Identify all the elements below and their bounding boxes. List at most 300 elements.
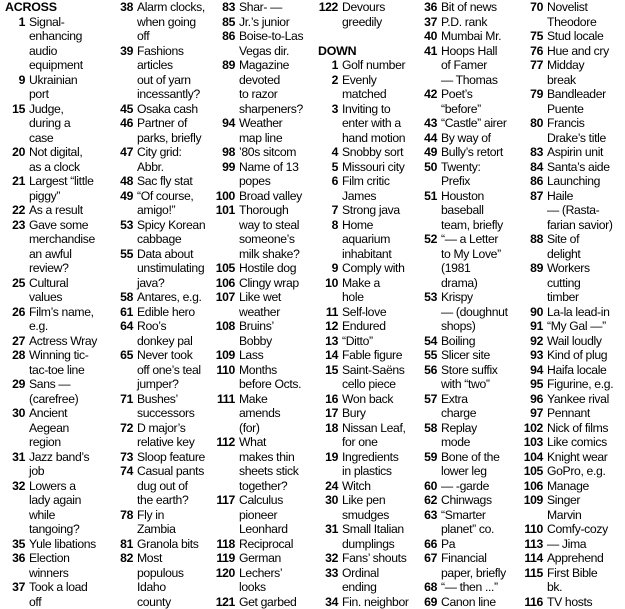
clue-text: Weather map line bbox=[239, 116, 311, 145]
clue-item bbox=[519, 305, 625, 320]
clue-number: 67 bbox=[413, 551, 441, 566]
clue-number: 36 bbox=[413, 0, 441, 15]
clue-text: Thorough way to steal someone’s milk shake? bbox=[239, 203, 311, 261]
clue-column-6 bbox=[519, 0, 625, 609]
clue-item bbox=[211, 58, 311, 116]
clue-text: D major’s relative key bbox=[137, 421, 210, 450]
clue-item bbox=[413, 493, 518, 508]
clue-text: Bully’s retort bbox=[441, 145, 518, 160]
clue-number: 96 bbox=[519, 392, 547, 407]
clue-text: Chinwags bbox=[441, 493, 518, 508]
clue-item bbox=[314, 73, 414, 102]
clue-number: 17 bbox=[314, 406, 342, 421]
clue-number: 54 bbox=[413, 334, 441, 349]
clue-text: Film’s name, e.g. bbox=[29, 305, 104, 334]
clue-text: Like comics bbox=[547, 435, 625, 450]
clue-number: 38 bbox=[109, 0, 137, 15]
clue-number: 6 bbox=[314, 174, 342, 189]
clue-item bbox=[413, 29, 518, 44]
clue-number: 93 bbox=[519, 348, 547, 363]
clue-text: Sans — (carefree) bbox=[29, 377, 104, 406]
clue-text: Roo’s donkey pal bbox=[137, 319, 210, 348]
clue-number: 58 bbox=[413, 421, 441, 436]
clue-number: 83 bbox=[211, 0, 239, 15]
clue-number: 46 bbox=[109, 116, 137, 131]
clue-number: 91 bbox=[519, 319, 547, 334]
clue-item bbox=[413, 595, 518, 609]
clue-item bbox=[314, 421, 414, 450]
clue-text: Actress Wray bbox=[29, 334, 104, 349]
clue-text: Ancient Aegean region bbox=[29, 406, 104, 450]
clue-number: 35 bbox=[1, 537, 29, 552]
clue-number: 3 bbox=[314, 102, 342, 117]
clue-number: 89 bbox=[519, 261, 547, 276]
clue-text: Sloop feature bbox=[137, 450, 210, 465]
clue-item bbox=[519, 595, 625, 609]
clue-number: 79 bbox=[519, 87, 547, 102]
clue-item bbox=[211, 160, 311, 189]
clue-number: 90 bbox=[519, 305, 547, 320]
clue-text: Bone of the lower leg bbox=[441, 450, 518, 479]
clue-number: 97 bbox=[519, 406, 547, 421]
clue-item bbox=[519, 145, 625, 160]
clue-text: Ordinal ending bbox=[342, 566, 414, 595]
clue-number: 25 bbox=[1, 276, 29, 291]
clue-text: Like wet weather bbox=[239, 290, 311, 319]
clue-number: 76 bbox=[519, 44, 547, 59]
clue-text: Partner of parks, briefly bbox=[137, 116, 210, 145]
clue-item bbox=[211, 261, 311, 276]
clue-text: Election winners bbox=[29, 551, 104, 580]
clue-number: 120 bbox=[211, 566, 239, 581]
clue-item bbox=[211, 145, 311, 160]
clue-text: TV hosts bbox=[547, 595, 625, 609]
clue-item bbox=[1, 348, 104, 377]
clue-number: 8 bbox=[314, 218, 342, 233]
clue-number: 9 bbox=[314, 261, 342, 276]
clue-text: Alarm clocks, when going off bbox=[137, 0, 210, 44]
clue-item bbox=[314, 479, 414, 494]
clue-number: 2 bbox=[314, 73, 342, 88]
clue-item bbox=[109, 392, 210, 421]
clue-item bbox=[211, 348, 311, 363]
clue-text: Never took off one’s teal jumper? bbox=[137, 348, 210, 392]
clue-number: 103 bbox=[519, 435, 547, 450]
clue-text: Ukrainian port bbox=[29, 73, 104, 102]
clue-item bbox=[519, 348, 625, 363]
clue-text: Krispy — (doughnut shops) bbox=[441, 290, 518, 334]
clue-item bbox=[413, 44, 518, 88]
clue-number: 75 bbox=[519, 29, 547, 44]
clue-item bbox=[413, 290, 518, 334]
clue-item bbox=[1, 305, 104, 334]
clue-column-3 bbox=[211, 0, 311, 609]
clue-number: 59 bbox=[413, 450, 441, 465]
clue-number: 53 bbox=[109, 218, 137, 233]
clue-item bbox=[1, 377, 104, 406]
clue-number: 85 bbox=[211, 15, 239, 30]
clue-item bbox=[314, 406, 414, 421]
clue-item bbox=[109, 116, 210, 145]
clue-item bbox=[211, 551, 311, 566]
clue-item bbox=[413, 479, 518, 494]
clue-item bbox=[519, 87, 625, 116]
clue-text: Site of delight bbox=[547, 232, 625, 261]
clue-item bbox=[1, 102, 104, 146]
clue-number: 45 bbox=[109, 102, 137, 117]
clue-item bbox=[519, 479, 625, 494]
clue-number: 68 bbox=[413, 580, 441, 595]
clue-item bbox=[109, 551, 210, 609]
clue-number: 31 bbox=[314, 522, 342, 537]
clue-item bbox=[519, 261, 625, 305]
across-heading: ACROSS bbox=[5, 0, 104, 15]
clue-number: 106 bbox=[211, 276, 239, 291]
clue-item bbox=[519, 421, 625, 436]
clue-text: GoPro, e.g. bbox=[547, 464, 625, 479]
clue-number: 84 bbox=[519, 160, 547, 175]
clue-text: Strong java bbox=[342, 203, 414, 218]
clue-text: Broad valley bbox=[239, 189, 311, 204]
clue-item bbox=[413, 348, 518, 363]
clue-item bbox=[314, 305, 414, 320]
clue-text: Boiling bbox=[441, 334, 518, 349]
clue-number: 63 bbox=[413, 508, 441, 523]
clue-number: 48 bbox=[109, 174, 137, 189]
clue-number: 60 bbox=[413, 479, 441, 494]
clue-item bbox=[519, 189, 625, 233]
clue-number: 88 bbox=[519, 232, 547, 247]
clue-number: 86 bbox=[519, 174, 547, 189]
clue-number: 47 bbox=[109, 145, 137, 160]
clue-number: 7 bbox=[314, 203, 342, 218]
clue-number: 31 bbox=[1, 450, 29, 465]
clue-number: 30 bbox=[1, 406, 29, 421]
clue-number: 62 bbox=[413, 493, 441, 508]
clue-text: As a result bbox=[29, 203, 104, 218]
clue-text: Calculus pioneer Leonhard bbox=[239, 493, 311, 537]
clue-number: 21 bbox=[1, 174, 29, 189]
clue-item bbox=[413, 392, 518, 421]
clue-item bbox=[413, 551, 518, 580]
clue-item bbox=[211, 290, 311, 319]
clue-item bbox=[413, 537, 518, 552]
clue-item bbox=[211, 276, 311, 291]
clue-text: Name of 13 popes bbox=[239, 160, 311, 189]
clue-item bbox=[109, 0, 210, 44]
clue-number: 99 bbox=[211, 160, 239, 175]
clue-number: 32 bbox=[1, 479, 29, 494]
clue-item bbox=[519, 493, 625, 522]
clue-item bbox=[314, 595, 414, 609]
clue-number: 100 bbox=[211, 189, 239, 204]
clue-number: 114 bbox=[519, 551, 547, 566]
clue-number: 83 bbox=[519, 145, 547, 160]
clue-item bbox=[109, 319, 210, 348]
clue-item bbox=[1, 450, 104, 479]
clue-text: Poet’s “before” bbox=[441, 87, 518, 116]
clue-text: Magazine devoted to razor sharpeners? bbox=[239, 58, 311, 116]
clue-number: 109 bbox=[211, 348, 239, 363]
clue-item bbox=[413, 160, 518, 189]
clue-text: City grid: Abbr. bbox=[137, 145, 210, 174]
clue-number: 39 bbox=[109, 44, 137, 59]
clue-item bbox=[413, 421, 518, 450]
clue-item bbox=[314, 58, 414, 73]
clue-number: 77 bbox=[519, 58, 547, 73]
clue-number: 28 bbox=[1, 348, 29, 363]
clue-text: Clingy wrap bbox=[239, 276, 311, 291]
clue-text: P.D. rank bbox=[441, 15, 518, 30]
clue-item bbox=[314, 493, 414, 522]
clue-column-4 bbox=[314, 0, 414, 609]
clue-number: 110 bbox=[519, 522, 547, 537]
clue-text: Get garbed bbox=[239, 595, 311, 609]
clue-item bbox=[519, 160, 625, 175]
clue-number: 29 bbox=[1, 377, 29, 392]
clue-text: Took a load off bbox=[29, 580, 104, 609]
clue-item bbox=[314, 450, 414, 479]
clue-item bbox=[519, 29, 625, 44]
clue-item bbox=[413, 232, 518, 290]
clue-item bbox=[109, 464, 210, 508]
clue-number: 1 bbox=[314, 58, 342, 73]
clue-item bbox=[211, 15, 311, 30]
clue-item bbox=[1, 276, 104, 305]
clue-item bbox=[314, 174, 414, 203]
clue-text: Pa bbox=[441, 537, 518, 552]
clue-number: 16 bbox=[314, 392, 342, 407]
clue-text: Largest “little piggy” bbox=[29, 174, 104, 203]
clue-item bbox=[211, 203, 311, 261]
clue-column-1 bbox=[1, 0, 104, 609]
clue-text: Bushes’ successors bbox=[137, 392, 210, 421]
clue-text: Most populous Idaho county bbox=[137, 551, 210, 609]
clue-text: Small Italian dumplings bbox=[342, 522, 414, 551]
clue-item bbox=[1, 551, 104, 580]
clue-number: 55 bbox=[413, 348, 441, 363]
clue-item bbox=[314, 276, 414, 305]
clue-item bbox=[413, 15, 518, 30]
clue-text: “— then ...” bbox=[441, 580, 518, 595]
clue-number: 40 bbox=[413, 29, 441, 44]
clue-item bbox=[519, 319, 625, 334]
clue-text: Missouri city bbox=[342, 160, 414, 175]
clue-text: Lechers’ looks bbox=[239, 566, 311, 595]
clue-text: Make a hole bbox=[342, 276, 414, 305]
clue-number: 37 bbox=[1, 580, 29, 595]
clue-text: Fable figure bbox=[342, 348, 414, 363]
clue-text: Winning tic- tac-toe line bbox=[29, 348, 104, 377]
clue-item bbox=[1, 580, 104, 609]
clue-number: 94 bbox=[519, 363, 547, 378]
clue-item bbox=[314, 522, 414, 551]
clue-text: Midday break bbox=[547, 58, 625, 87]
clue-item bbox=[314, 203, 414, 218]
clue-number: 22 bbox=[1, 203, 29, 218]
clue-item bbox=[1, 174, 104, 203]
clue-number: 12 bbox=[314, 319, 342, 334]
clue-text: Casual pants dug out of the earth? bbox=[137, 464, 210, 508]
clue-text: Bruins’ Bobby bbox=[239, 319, 311, 348]
clue-item bbox=[1, 15, 104, 73]
clue-item bbox=[211, 392, 311, 436]
clue-text: “— a Letter to My Love” (1981 drama) bbox=[441, 232, 518, 290]
clue-text: Store suffix with “two” bbox=[441, 363, 518, 392]
clue-number: 27 bbox=[1, 334, 29, 349]
clue-text: Make amends (for) bbox=[239, 392, 311, 436]
clue-text: Judge, during a case bbox=[29, 102, 104, 146]
clue-text: Golf number bbox=[342, 58, 414, 73]
clue-item bbox=[413, 116, 518, 131]
clue-number: 69 bbox=[413, 595, 441, 609]
clue-text: Evenly matched bbox=[342, 73, 414, 102]
clue-text: Wail loudly bbox=[547, 334, 625, 349]
clue-number: 74 bbox=[109, 464, 137, 479]
clue-item bbox=[109, 145, 210, 174]
clue-number: 20 bbox=[1, 145, 29, 160]
clue-item bbox=[519, 44, 625, 59]
clue-number: 78 bbox=[109, 508, 137, 523]
clue-text: Film critic James bbox=[342, 174, 414, 203]
clue-item bbox=[314, 551, 414, 566]
clue-number: 104 bbox=[519, 450, 547, 465]
clue-number: 111 bbox=[211, 392, 239, 407]
clue-item bbox=[314, 363, 414, 392]
clue-number: 13 bbox=[314, 334, 342, 349]
clue-item bbox=[519, 58, 625, 87]
clue-item bbox=[109, 218, 210, 247]
clue-number: 44 bbox=[413, 131, 441, 146]
clue-text: Knight wear bbox=[547, 450, 625, 465]
clue-text: Shar- — bbox=[239, 0, 311, 15]
clue-text: Figurine, e.g. bbox=[547, 377, 625, 392]
clue-item bbox=[109, 537, 210, 552]
clue-text: Jazz band’s job bbox=[29, 450, 104, 479]
clue-text: Hoops Hall of Famer — Thomas bbox=[441, 44, 518, 88]
clue-text: Self-love bbox=[342, 305, 414, 320]
clue-item bbox=[1, 334, 104, 349]
clue-number: 119 bbox=[211, 551, 239, 566]
clue-item bbox=[314, 348, 414, 363]
clue-text: Comfy-cozy bbox=[547, 522, 625, 537]
clue-number: 105 bbox=[519, 464, 547, 479]
clue-number: 51 bbox=[413, 189, 441, 204]
clue-number: 18 bbox=[314, 421, 342, 436]
clue-item bbox=[1, 203, 104, 218]
clue-number: 4 bbox=[314, 145, 342, 160]
clue-item bbox=[109, 305, 210, 320]
clue-number: 102 bbox=[519, 421, 547, 436]
clue-item bbox=[519, 363, 625, 378]
clue-item bbox=[1, 218, 104, 276]
clue-number: 112 bbox=[211, 435, 239, 450]
clue-item bbox=[1, 73, 104, 102]
clue-item bbox=[413, 189, 518, 233]
clue-number: 71 bbox=[109, 392, 137, 407]
clue-number: 1 bbox=[1, 15, 29, 30]
clue-item bbox=[211, 566, 311, 595]
clue-text: Mumbai Mr. bbox=[441, 29, 518, 44]
clue-number: 57 bbox=[413, 392, 441, 407]
clue-item bbox=[314, 160, 414, 175]
clue-text: Edible hero bbox=[137, 305, 210, 320]
clue-item bbox=[211, 116, 311, 145]
clue-text: Hostile dog bbox=[239, 261, 311, 276]
clue-number: 110 bbox=[211, 363, 239, 378]
clue-item bbox=[211, 493, 311, 537]
clue-text: — -garde bbox=[441, 479, 518, 494]
clue-number: 108 bbox=[211, 319, 239, 334]
clue-text: First Bible bk. bbox=[547, 566, 625, 595]
clue-number: 72 bbox=[109, 421, 137, 436]
clue-text: Jr.’s junior bbox=[239, 15, 311, 30]
clue-text: Bury bbox=[342, 406, 414, 421]
clue-text: Yule libations bbox=[29, 537, 104, 552]
clue-text: Extra charge bbox=[441, 392, 518, 421]
clue-number: 115 bbox=[519, 566, 547, 581]
clue-item bbox=[109, 290, 210, 305]
clue-text: “Castle” airer bbox=[441, 116, 518, 131]
clue-text: Ingredients in plastics bbox=[342, 450, 414, 479]
clue-number: 117 bbox=[211, 493, 239, 508]
clue-item bbox=[413, 450, 518, 479]
clue-item bbox=[109, 102, 210, 117]
clue-item bbox=[519, 116, 625, 145]
clue-number: 116 bbox=[519, 595, 547, 609]
clue-item bbox=[211, 29, 311, 58]
clue-text: Manage bbox=[547, 479, 625, 494]
clue-item bbox=[314, 319, 414, 334]
clue-text: Haile — (Rasta- farian savior) bbox=[547, 189, 625, 233]
clue-number: 81 bbox=[109, 537, 137, 552]
clue-item bbox=[109, 174, 210, 189]
clue-text: Haifa locale bbox=[547, 363, 625, 378]
clue-text: Granola bits bbox=[137, 537, 210, 552]
clue-text: Not digital, as a clock bbox=[29, 145, 104, 174]
clue-number: 56 bbox=[413, 363, 441, 378]
clue-item bbox=[211, 537, 311, 552]
clue-item bbox=[413, 508, 518, 537]
clue-item bbox=[519, 406, 625, 421]
clue-number: 32 bbox=[314, 551, 342, 566]
clue-item bbox=[211, 0, 311, 15]
clue-number: 66 bbox=[413, 537, 441, 552]
clue-item bbox=[413, 87, 518, 116]
clue-text: German bbox=[239, 551, 311, 566]
clue-item bbox=[109, 421, 210, 450]
clue-item bbox=[413, 131, 518, 146]
clue-text: Financial paper, briefly bbox=[441, 551, 518, 580]
clue-number: 82 bbox=[109, 551, 137, 566]
clue-item bbox=[109, 189, 210, 218]
clue-number: 50 bbox=[413, 160, 441, 175]
clue-text: ’80s sitcom bbox=[239, 145, 311, 160]
clue-number: 113 bbox=[519, 537, 547, 552]
clue-item bbox=[109, 44, 210, 102]
clue-number: 49 bbox=[413, 145, 441, 160]
clue-number: 10 bbox=[314, 276, 342, 291]
down-heading: DOWN bbox=[318, 44, 414, 59]
clue-text: Bit of news bbox=[441, 0, 518, 15]
section-gap bbox=[314, 29, 414, 44]
clue-number: 14 bbox=[314, 348, 342, 363]
clue-text: Twenty: Prefix bbox=[441, 160, 518, 189]
clue-text: Devours greedily bbox=[342, 0, 414, 29]
clue-text: Spicy Korean cabbage bbox=[137, 218, 210, 247]
clue-item bbox=[314, 392, 414, 407]
clue-text: — Jima bbox=[547, 537, 625, 552]
